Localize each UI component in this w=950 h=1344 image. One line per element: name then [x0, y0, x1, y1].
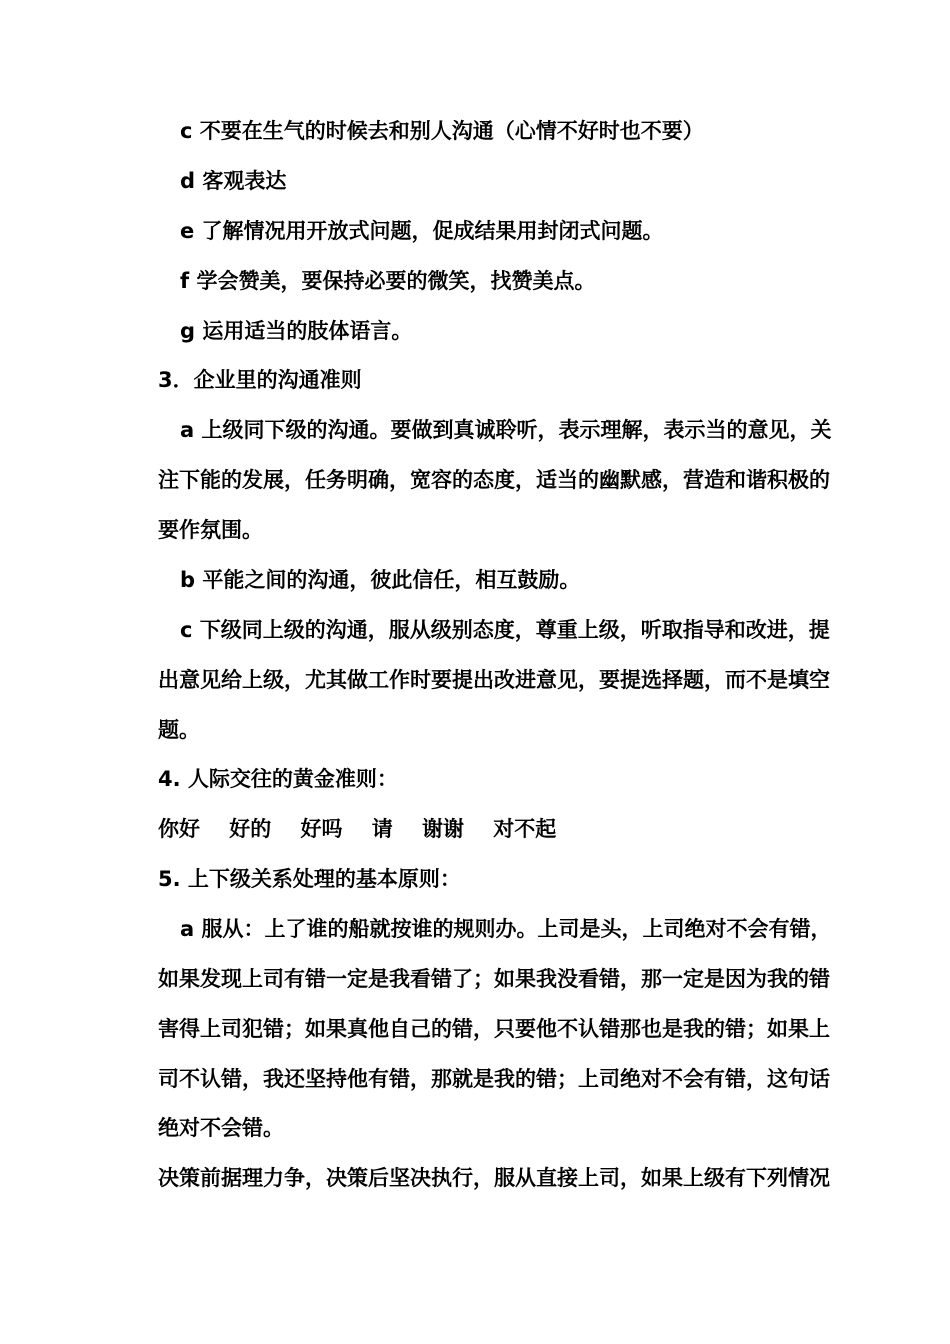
obey-paragraph-line-3: 害得上司犯错；如果真他自己的错，只要他不认错那也是我的错；如果上 [158, 1017, 830, 1041]
paragraph-c-line-2: 出意见给上级，尤其做工作时要提出改进意见，要提选择题，而不是填空 [158, 668, 830, 692]
obey-paragraph-line-1: a 服从：上了谁的船就按谁的规则办。上司是头，上司绝对不会有错， [180, 917, 832, 941]
obey-paragraph-line-2: 如果发现上司有错一定是我看错了；如果我没看错，那一定是因为我的错 [158, 967, 830, 991]
golden-rule-phrases: 你好 好的 好吗 请 谢谢 对不起 [158, 817, 557, 841]
section-5-heading: 5. 上下级关系处理的基本原则： [158, 867, 461, 891]
paragraph-c-line-1: c 下级同上级的沟通，服从级别态度，尊重上级，听取指导和改进，提 [180, 618, 830, 642]
decision-paragraph-line-1: 决策前据理力争，决策后坚决执行，服从直接上司，如果上级有下列情况 [158, 1166, 830, 1190]
item-c-no-angry-communication: c 不要在生气的时候去和别人沟通（心情不好时也不要） [180, 119, 704, 143]
item-d-objective-expression: d 客观表达 [180, 169, 287, 193]
section-4-heading: 4. 人际交往的黄金准则： [158, 767, 398, 791]
item-g-body-language: g 运用适当的肢体语言。 [180, 319, 413, 343]
obey-paragraph-line-4: 司不认错，我还坚持他有错，那就是我的错；上司绝对不会有错，这句话 [158, 1067, 830, 1091]
paragraph-a-line-2: 注下能的发展，任务明确，宽容的态度，适当的幽默感，营造和谐积极的 [158, 468, 830, 492]
paragraph-a-line-3: 要作氛围。 [158, 518, 263, 542]
item-e-question-types: e 了解情况用开放式问题，促成结果用封闭式问题。 [180, 219, 664, 243]
obey-paragraph-line-5: 绝对不会错。 [158, 1116, 284, 1140]
paragraph-a-line-1: a 上级同下级的沟通。要做到真诚聆听，表示理解，表示当的意见，关 [180, 418, 832, 442]
paragraph-c-line-3: 题。 [158, 718, 200, 742]
paragraph-b: b 平能之间的沟通，彼此信任，相互鼓励。 [180, 568, 581, 592]
item-f-praise: f 学会赞美，要保持必要的微笑，找赞美点。 [180, 269, 596, 293]
section-3-heading: 3．企业里的沟通准则 [158, 368, 362, 392]
